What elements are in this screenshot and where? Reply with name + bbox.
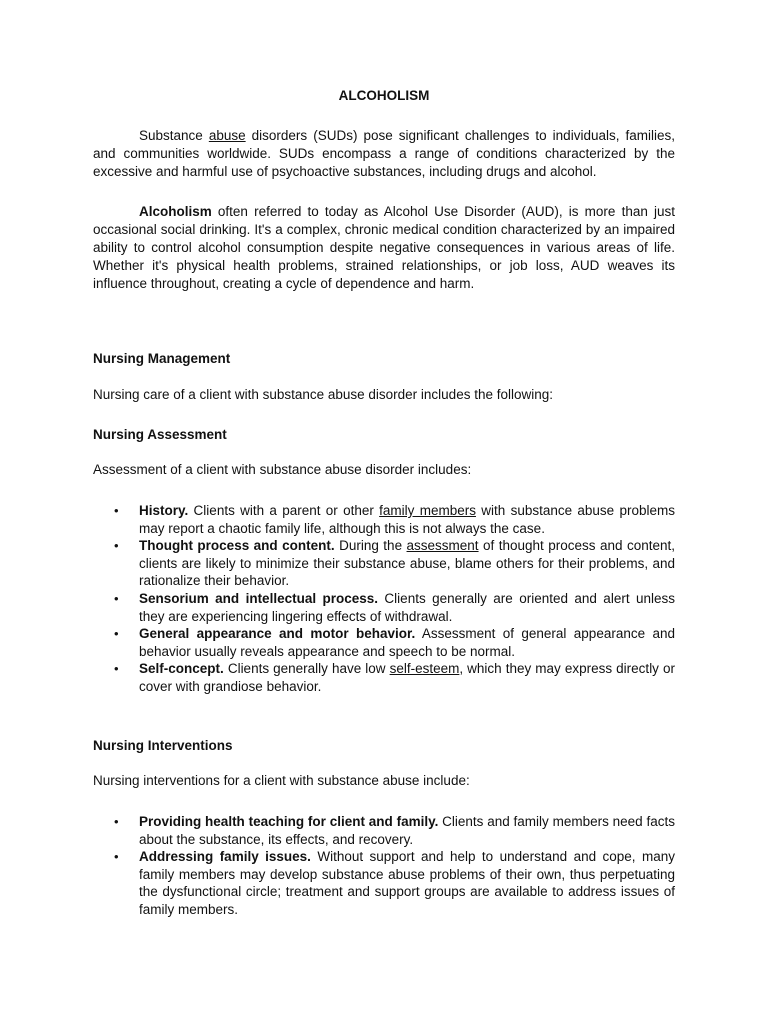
nursing-management-heading: Nursing Management — [93, 351, 231, 366]
list-item: • Providing health teaching for client and family. Clients and family members need facts about the substance, its effects, and recovery. — [114, 814, 675, 847]
abuse-link[interactable]: abuse — [208, 128, 246, 143]
nursing-assessment-intro: Assessment of a client with substance abuse disorder includes: — [93, 462, 472, 477]
list-item: • History. Clients with a parent or other family members with substance abuse problems may report a chaotic family life, although this is not always the case. — [114, 503, 675, 536]
assessment-link[interactable]: assessment — [406, 538, 479, 554]
list-item: • Sensorium and intellectual process. Clients generally are oriented and alert unless they are experiencing lingering effects of withdrawal. — [114, 590, 675, 624]
bullet-icon: • — [114, 626, 119, 642]
list-item: • Addressing family issues. Without support and help to understand and cope, many family members may develop substance abuse problems of their own, thus perpetuating the dysfunctional circle; treatment and support groups are available to address issues of family members. — [114, 849, 675, 917]
bullet-icon: • — [114, 590, 119, 606]
nursing-interventions-heading: Nursing Interventions — [93, 738, 233, 753]
list-item: • General appearance and motor behavior. Assessment of general appearance and behavior usually reveals appearance and speech to be normal. — [114, 626, 675, 659]
family-members-link[interactable]: family members — [379, 503, 476, 518]
nursing-assessment-heading: Nursing Assessment — [93, 427, 227, 442]
bullet-icon: • — [114, 661, 119, 677]
assessment-list — [93, 502, 675, 696]
intro-paragraph-suds: Substance abuse disorders (SUDs) pose significant challenges to individuals, families, and communities worldwide. SUDs encompass a range of conditions characterized by the excessive and harmful use of psychoactive substances, including drugs and alcohol. — [93, 128, 676, 179]
document-title: ALCOHOLISM — [338, 88, 430, 103]
bullet-icon: • — [114, 849, 119, 865]
intro-paragraph-alcoholism: Alcoholism often referred to today as Alcohol Use Disorder (AUD), is more than just occasional social drinking. It's a complex, chronic medical condition characterized by an impaired ability to control alcohol consumption despite negative consequences in various areas of life. Whether it's physical health problems, strained relationships, or job loss, AUD weaves its influence throughout, creating a cycle of dependence and harm. — [93, 204, 675, 291]
bullet-icon: • — [114, 503, 119, 518]
interventions-list — [93, 813, 675, 919]
bullet-icon: • — [114, 814, 119, 829]
bullet-icon: • — [114, 538, 119, 554]
nursing-management-text: Nursing care of a client with substance abuse disorder includes the following: — [93, 387, 554, 402]
list-item: • Thought process and content. During the assessment of thought process and content, clients are likely to minimize their substance abuse, blame others for their problems, and rationalize their behavior. — [114, 538, 675, 589]
list-item: • Self-concept. Clients generally have low self-esteem, which they may express directly or cover with grandiose behavior. — [114, 661, 675, 694]
self-esteem-link[interactable]: self-esteem — [389, 661, 460, 677]
nursing-interventions-intro: Nursing interventions for a client with substance abuse include: — [93, 773, 470, 788]
